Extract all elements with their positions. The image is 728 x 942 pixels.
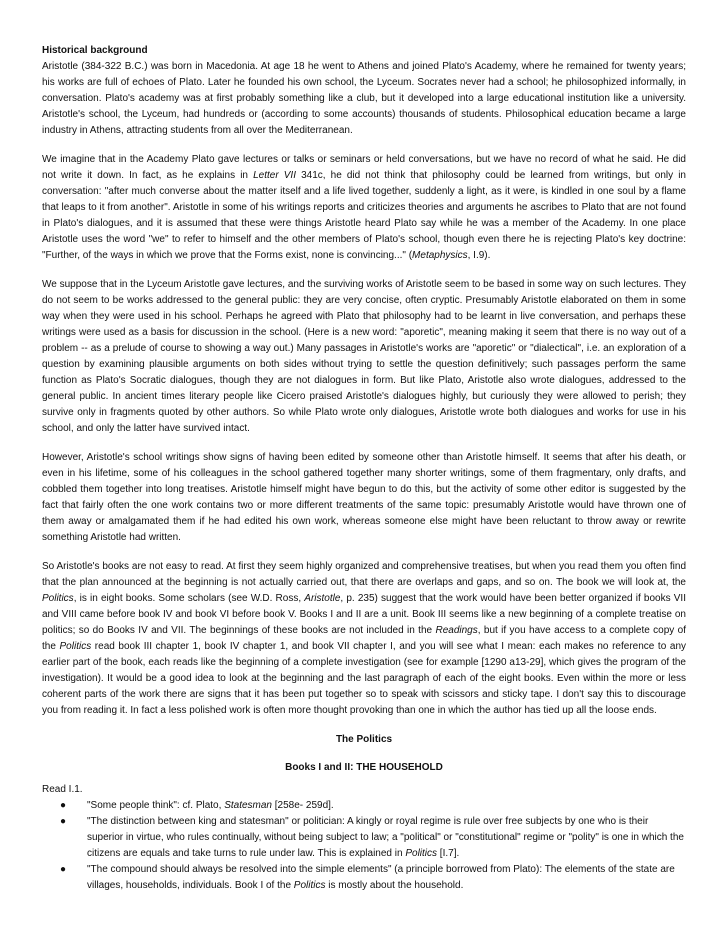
text-run: We imagine that in the Academy Plato gave lectures or talks or seminars or held conversations, but we have no record of what he said. He did not write it down. In fact, as he explains in <box>42 154 686 181</box>
list-item <box>42 862 686 894</box>
bullet-icon: ● <box>60 816 67 827</box>
text-run: [I.7]. <box>437 848 460 859</box>
bullet-icon: ● <box>60 864 67 875</box>
list-item <box>42 814 686 862</box>
paragraph-historical-background: Aristotle (384-322 B.C.) was born in Macedonia. At age 18 he went to Athens and joined Plato's Academy, where he remained for twenty years; his works are full of echoes of Plato. Later he founded his own school, the Lyceum. Socrates never had a school; he philosophized informally, in conversation. Plato's academy was at first probably something like a club, but it developed into a large educational institution like a university. Aristotle's school, the Lyceum, had hundreds or (according to some accounts) thousands of students. Philosophical education became a large industry in Athens, attracting students from all over the Mediterranean. <box>42 61 686 136</box>
italic-title: Politics <box>59 641 92 652</box>
text-run: [258e- 259d]. <box>272 800 334 811</box>
italic-title: Politics <box>42 593 74 604</box>
notes-list <box>42 798 686 894</box>
paragraph-reading-difficulty <box>42 559 686 719</box>
italic-title: Letter VII <box>253 170 296 181</box>
text-run: 341c, he did not think that philosophy could be learned from writings, but only in conversation: "after much converse about the matter itself and a life lived together, suddenly a light, as it were, is kindled in one soul by a flame that leaps to it from another". Aristotle in some of his writings reports and criticizes theories and arguments he ascribes to Plato that are not found in Plato's dialogues, and it is assumed that these were things Aristotle heard Plato say while he was a member of the Academy. In one place Aristotle uses the word "we" to refer to himself and the other members of Plato's school, though even there he is rejecting Plato's key doctrine: "Further, of the ways in which we prove that the Forms exist, none is convincing..." ( <box>42 170 686 261</box>
text-run: "The distinction between king and statesman" or politician: A kingly or royal regime is rule over free subjects by one who is their superior in virtue, who rules continually, without being subject to law; a "political" or "constitutional" regime or "polity" is one in which the citizens are equals and take turns to rule under law. This is explained in <box>87 816 684 859</box>
title-books-household: Books I and II: THE HOUSEHOLD <box>285 762 443 773</box>
text-run: "Some people think": cf. Plato, <box>87 800 225 811</box>
italic-title: Statesman <box>224 800 272 811</box>
italic-title: Metaphysics <box>412 250 468 261</box>
text-run: "The compound should always be resolved into the simple elements" (a principle borrowed from Plato): The elements of the state are villages, households, individuals. Book I of the <box>87 864 675 891</box>
paragraph-lyceum: We suppose that in the Lyceum Aristotle gave lectures, and the surviving works of Aristotle seem to be based in some way on such lectures. They do not seem to be works addressed to the general public: they are very concise, often cryptic. Presumably Aristotle elaborated on them in some way when they were used in his school. Perhaps he agreed with Plato that philosophy had to be learnt in live conversation, and perhaps these writings were used as a basis for discussion in the school. (Here is a new word: "aporetic", meaning making it seem that there is no way out of a problem -- as a prelude of course to showing a way out.) Many passages in Aristotle's works are "aporetic" or "dialectical", i.e. an exploration of a question by examining plausible arguments on both sides without trying to settle the question definitively; such passages perform the same function as Plato's Socratic dialogues, though they are not dialogues in form. But like Plato, Aristotle also wrote dialogues, addressed to the general public. In ancient times literary people like Cicero praised Aristotle's dialogues highly, but curiously they were allowed to perish; they survive only in fragments quoted by other authors. So while Plato wrote only dialogues, Aristotle wrote both dialogues and works for use in his school, and only the latter have survived intact. <box>42 279 686 434</box>
text-run: is mostly about the household. <box>325 880 464 891</box>
title-the-politics: The Politics <box>335 734 393 745</box>
text-run: , but if you have access to a complete copy of the <box>42 625 686 652</box>
text-run: , p. 235) suggest that the work would have been better organized if books VII and VIII came before book IV and book VI before book V. Books I and II are a unit. Book III seems like a new beginning of a complete treatise on politics; so do Books IV and VII. The beginnings of these books are not included in the <box>42 593 686 636</box>
bullet-icon: ● <box>60 800 67 811</box>
section-heading: Historical background <box>42 45 148 56</box>
paragraph-editing: However, Aristotle's school writings show signs of having been edited by someone other than Aristotle himself. It seems that after his death, or even in his lifetime, some of his colleagues in the school gathered together many shorter writings, some of them fragmentary, only drafts, and cobbled them together into long treatises. Aristotle himself might have begun to do this, but the activity of some other editor is suggested by the fact that fairly often the one work contains two or more different treatments of the same topic: presumably Aristotle would have thrown one of them away or amalgamated them if he had edited his own work, whereas someone else might have been reluctant to throw away or rewrite something Aristotle had written. <box>42 452 686 543</box>
italic-title: Politics <box>405 848 438 859</box>
paragraph-academy <box>42 152 686 264</box>
italic-title: Readings <box>435 625 478 636</box>
list-item <box>42 798 686 814</box>
text-run: , is in eight books. Some scholars (see W.D. Ross, <box>73 593 305 604</box>
reading-assignment: Read I.1. <box>42 784 83 795</box>
text-run: read book III chapter 1, book IV chapter 1, and book VII chapter I, and you will see what I mean: each makes no reference to any earlier part of the book, each reads like the beginning of a complete investigation (see for example [1290 a13-29], which gives the program of the investigation). It would be a good idea to look at the beginning and the last paragraph of each of the eight books. Even within the more or less coherent parts of the work there are signs that it has been put together so to speak with scissors and sticky tape. I don't say this to discourage you from reading it. In fact a less polished work is often more thought provoking than one in which the author has tied up all the loose ends. <box>42 641 687 716</box>
text-run: , I.9). <box>467 250 491 261</box>
italic-title: Politics <box>293 880 326 891</box>
italic-title: Aristotle <box>304 593 341 604</box>
text-run: So Aristotle's books are not easy to read. At first they seem highly organized and comprehensive treatises, but when you read them you often find that the plan announced at the beginning is not actually carried out, that there are overlaps and gaps, and so on. The book we will look at, the <box>42 561 686 588</box>
